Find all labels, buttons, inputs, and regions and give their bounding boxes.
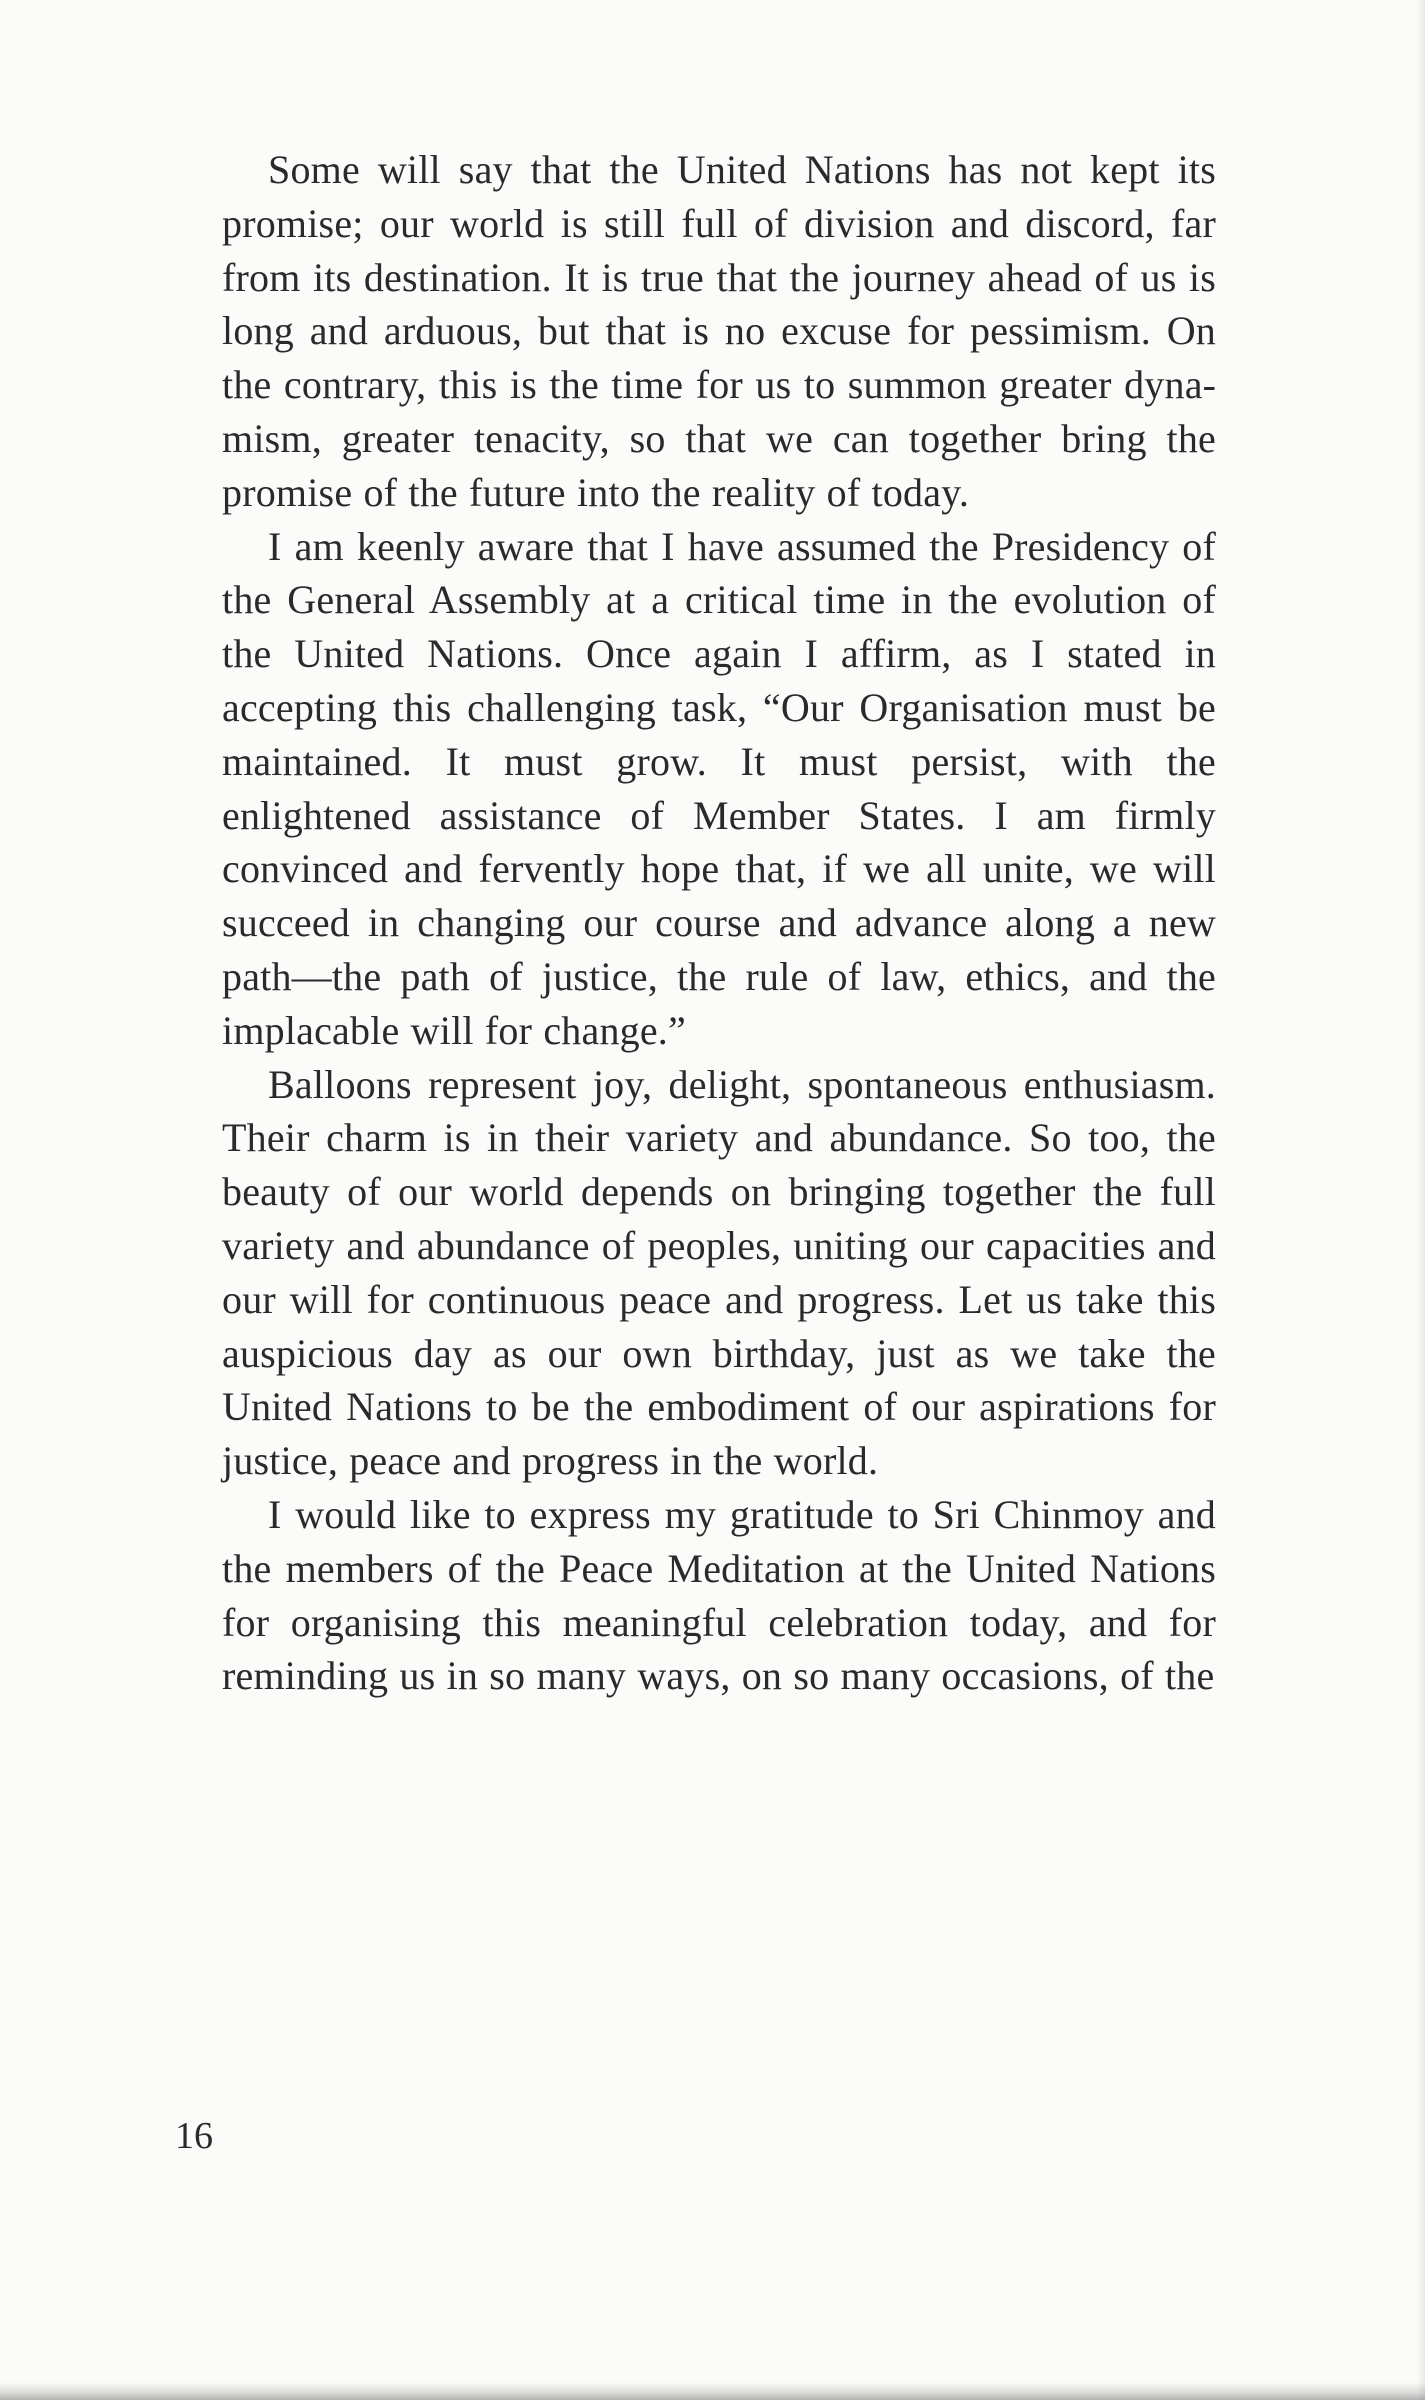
paragraph: Some will say that the United Nations has not kept its promise; our world is still full of division and discord, far from its destination. It is true that the journey ahead of us is long and arduous, but that is no excuse for pessimism. On the contrary, this is the time for us to summon greater dynamism, greater tenacity, so that we can together bring the promise of the future into the reality of today.	[222, 147, 1216, 515]
paragraph: Balloons represent joy, delight, spontaneous enthusiasm. Their charm is in their variety and abundance. So too, the beauty of our world depends on bringing together the full variety and abundance of peoples, uniting our capacities and our will for continuous peace and progress. Let us take this auspicious day as our own birthday, just as we take the United Nations to be the embodiment of our aspirations for justice, peace and progress in the world.	[222, 1061, 1216, 1484]
page-number: 16	[175, 2115, 213, 2157]
page-bottom-edge	[0, 2382, 1425, 2400]
paragraph: I am keenly aware that I have assumed the Presidency of the General Assembly at a critical time in the evolution of the United Nations. Once again I affirm, as I stated in accepting this challenging task, “Our Organisation must be maintained. It must grow. It must persist, with the enlightened assistance of Member States. I am firmly convinced and fervently hope that, if we all unite, we will succeed in changing our course and advance along a new path—the path of justice, the rule of law, ethics, and the implacable will for change.”	[222, 523, 1216, 1053]
page-edge-shadow	[1417, 0, 1425, 2400]
paragraph: I would like to express my gratitude to Sri Chinmoy and the members of the Peace Meditation at the United Nations for organising this meaningful celebration today, and for reminding us in so many ways, on so many occasions, of the	[222, 1491, 1216, 1699]
body-text	[222, 143, 1216, 1703]
